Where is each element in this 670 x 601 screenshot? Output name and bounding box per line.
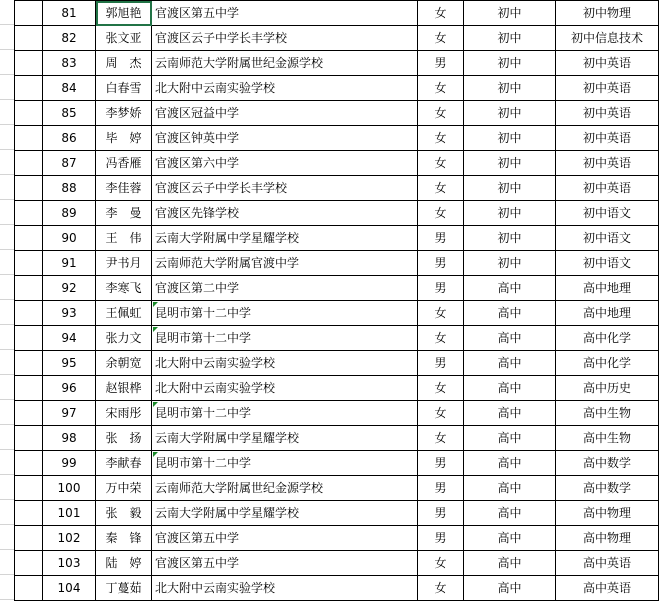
row-gap-cell[interactable] — [15, 351, 43, 376]
cell-subject[interactable]: 高中化学 — [556, 326, 659, 351]
cell-number[interactable]: 87 — [43, 151, 96, 176]
cell-name[interactable]: 张力文 — [96, 326, 152, 351]
cell-sex[interactable]: 女 — [418, 1, 464, 26]
row-header-divider — [0, 124, 14, 125]
cell-subject[interactable]: 初中信息技术 — [556, 26, 659, 51]
row-header-divider — [0, 149, 14, 150]
cell-name[interactable]: 张文亚 — [96, 26, 152, 51]
cell-level[interactable]: 高中 — [464, 476, 556, 501]
cell-sex[interactable]: 男 — [418, 451, 464, 476]
cell-sex[interactable]: 女 — [418, 101, 464, 126]
cell-subject[interactable]: 初中英语 — [556, 176, 659, 201]
row-gap-cell[interactable] — [15, 176, 43, 201]
cell-name[interactable]: 白春雪 — [96, 76, 152, 101]
row-gap-cell[interactable] — [15, 501, 43, 526]
cell-subject[interactable]: 高中物理 — [556, 526, 659, 551]
cell-name[interactable]: 李 曼 — [96, 201, 152, 226]
cell-subject[interactable]: 初中英语 — [556, 51, 659, 76]
cell-subject[interactable]: 高中地理 — [556, 301, 659, 326]
cell-number[interactable]: 85 — [43, 101, 96, 126]
cell-subject[interactable]: 初中英语 — [556, 76, 659, 101]
row-gap-cell[interactable] — [15, 201, 43, 226]
cell-name[interactable]: 李梦娇 — [96, 101, 152, 126]
cell-name[interactable]: 宋雨彤 — [96, 401, 152, 426]
cell-school[interactable]: 昆明市第十二中学 — [152, 326, 418, 351]
table-row — [15, 176, 659, 201]
cell-number[interactable]: 96 — [43, 376, 96, 401]
cell-level[interactable]: 高中 — [464, 376, 556, 401]
cell-number[interactable]: 102 — [43, 526, 96, 551]
cell-level[interactable]: 初中 — [464, 76, 556, 101]
table-row — [15, 276, 659, 301]
cell-school[interactable]: 北大附中云南实验学校 — [152, 576, 418, 601]
row-gap-cell[interactable] — [15, 401, 43, 426]
cell-school[interactable]: 云南大学附属中学星耀学校 — [152, 226, 418, 251]
table-row — [15, 126, 659, 151]
cell-sex[interactable]: 女 — [418, 201, 464, 226]
table-row — [15, 376, 659, 401]
table-row — [15, 226, 659, 251]
cell-name[interactable]: 李佳蓉 — [96, 176, 152, 201]
cell-subject[interactable]: 初中语文 — [556, 251, 659, 276]
cell-name[interactable]: 丁蔓茹 — [96, 576, 152, 601]
row-gap-cell[interactable] — [15, 151, 43, 176]
cell-number[interactable]: 82 — [43, 26, 96, 51]
row-header-divider — [0, 349, 14, 350]
cell-subject[interactable]: 初中语文 — [556, 226, 659, 251]
cell-sex[interactable]: 男 — [418, 476, 464, 501]
row-header-divider — [0, 174, 14, 175]
cell-sex[interactable]: 女 — [418, 301, 464, 326]
cell-school[interactable]: 官渡区冠益中学 — [152, 101, 418, 126]
cell-sex[interactable]: 女 — [418, 151, 464, 176]
cell-name[interactable]: 秦 锋 — [96, 526, 152, 551]
cell-level[interactable]: 高中 — [464, 501, 556, 526]
cell-level[interactable]: 初中 — [464, 26, 556, 51]
table-row — [15, 76, 659, 101]
row-header-divider — [0, 399, 14, 400]
cell-subject[interactable]: 高中地理 — [556, 276, 659, 301]
cell-sex[interactable]: 男 — [418, 51, 464, 76]
cell-name[interactable]: 毕 婷 — [96, 126, 152, 151]
cell-subject[interactable]: 高中英语 — [556, 551, 659, 576]
cell-level[interactable]: 高中 — [464, 326, 556, 351]
row-header-strip — [0, 0, 14, 598]
cell-school[interactable]: 官渡区第五中学 — [152, 526, 418, 551]
teacher-list-table — [14, 0, 659, 601]
row-header-divider — [0, 249, 14, 250]
cell-school[interactable]: 云南大学附属中学星耀学校 — [152, 501, 418, 526]
cell-number[interactable]: 101 — [43, 501, 96, 526]
table-row — [15, 1, 659, 26]
cell-subject[interactable]: 初中英语 — [556, 151, 659, 176]
row-gap-cell[interactable] — [15, 576, 43, 601]
cell-sex[interactable]: 女 — [418, 551, 464, 576]
row-header-divider — [0, 199, 14, 200]
cell-number[interactable]: 83 — [43, 51, 96, 76]
row-gap-cell[interactable] — [15, 51, 43, 76]
row-header-divider — [0, 324, 14, 325]
cell-subject[interactable]: 初中英语 — [556, 101, 659, 126]
cell-level[interactable]: 初中 — [464, 51, 556, 76]
cell-school[interactable]: 官渡区先锋学校 — [152, 201, 418, 226]
table-row — [15, 101, 659, 126]
cell-school[interactable]: 官渡区云子中学长丰学校 — [152, 176, 418, 201]
row-gap-cell[interactable] — [15, 1, 43, 26]
cell-sex[interactable]: 女 — [418, 326, 464, 351]
row-gap-cell[interactable] — [15, 126, 43, 151]
cell-subject[interactable]: 高中英语 — [556, 576, 659, 601]
table-row — [15, 401, 659, 426]
row-gap-cell[interactable] — [15, 551, 43, 576]
cell-name[interactable]: 王 伟 — [96, 226, 152, 251]
cell-subject[interactable]: 高中数学 — [556, 451, 659, 476]
cell-level[interactable]: 初中 — [464, 1, 556, 26]
cell-level[interactable]: 高中 — [464, 276, 556, 301]
cell-subject[interactable]: 初中英语 — [556, 126, 659, 151]
cell-name[interactable]: 李献春 — [96, 451, 152, 476]
cell-name[interactable]: 陆 婷 — [96, 551, 152, 576]
cell-name[interactable]: 冯香雁 — [96, 151, 152, 176]
row-gap-cell[interactable] — [15, 301, 43, 326]
cell-level[interactable]: 高中 — [464, 426, 556, 451]
cell-school[interactable]: 官渡区钟英中学 — [152, 126, 418, 151]
row-header-divider — [0, 549, 14, 550]
cell-school[interactable]: 北大附中云南实验学校 — [152, 376, 418, 401]
cell-sex[interactable]: 女 — [418, 401, 464, 426]
row-header-divider — [0, 424, 14, 425]
row-gap-cell[interactable] — [15, 376, 43, 401]
row-header-divider — [0, 224, 14, 225]
cell-level[interactable]: 初中 — [464, 176, 556, 201]
cell-school[interactable]: 北大附中云南实验学校 — [152, 76, 418, 101]
cell-level[interactable]: 高中 — [464, 576, 556, 601]
cell-school[interactable]: 官渡区第六中学 — [152, 151, 418, 176]
cell-subject[interactable]: 初中语文 — [556, 201, 659, 226]
table-row — [15, 251, 659, 276]
table-row — [15, 426, 659, 451]
row-header-divider — [0, 499, 14, 500]
row-header-divider — [0, 24, 14, 25]
cell-sex[interactable]: 女 — [418, 576, 464, 601]
cell-level[interactable]: 高中 — [464, 526, 556, 551]
cell-subject[interactable]: 初中物理 — [556, 1, 659, 26]
cell-sex[interactable]: 男 — [418, 526, 464, 551]
cell-level[interactable]: 初中 — [464, 126, 556, 151]
row-gap-cell[interactable] — [15, 526, 43, 551]
cell-sex[interactable]: 男 — [418, 226, 464, 251]
cell-name[interactable]: 尹书月 — [96, 251, 152, 276]
table-row — [15, 151, 659, 176]
table-row — [15, 551, 659, 576]
table-row — [15, 326, 659, 351]
table-row — [15, 301, 659, 326]
cell-number[interactable]: 86 — [43, 126, 96, 151]
cell-name[interactable]: 王佩虹 — [96, 301, 152, 326]
cell-number[interactable]: 91 — [43, 251, 96, 276]
row-gap-cell[interactable] — [15, 76, 43, 101]
row-header-divider — [0, 74, 14, 75]
row-gap-cell[interactable] — [15, 226, 43, 251]
row-header-divider — [0, 599, 14, 600]
table-row — [15, 51, 659, 76]
cell-subject[interactable]: 高中物理 — [556, 501, 659, 526]
row-header-divider — [0, 374, 14, 375]
cell-subject[interactable]: 高中历史 — [556, 376, 659, 401]
cell-level[interactable]: 高中 — [464, 351, 556, 376]
table-row — [15, 576, 659, 601]
row-gap-cell[interactable] — [15, 426, 43, 451]
table-row — [15, 26, 659, 51]
cell-school[interactable]: 云南师范大学附属世纪金源学校 — [152, 476, 418, 501]
cell-sex[interactable]: 女 — [418, 426, 464, 451]
cell-number[interactable]: 95 — [43, 351, 96, 376]
cell-number[interactable]: 103 — [43, 551, 96, 576]
cell-name[interactable]: 万中荣 — [96, 476, 152, 501]
row-header-divider — [0, 449, 14, 450]
row-header-divider — [0, 49, 14, 50]
cell-name[interactable]: 张 扬 — [96, 426, 152, 451]
cell-sex[interactable]: 男 — [418, 351, 464, 376]
cell-level[interactable]: 高中 — [464, 451, 556, 476]
row-gap-cell[interactable] — [15, 26, 43, 51]
cell-school[interactable]: 北大附中云南实验学校 — [152, 351, 418, 376]
cell-name[interactable]: 郭旭艳 — [96, 1, 152, 26]
cell-number[interactable]: 99 — [43, 451, 96, 476]
cell-subject[interactable]: 高中生物 — [556, 426, 659, 451]
cell-school[interactable]: 官渡区第五中学 — [152, 1, 418, 26]
cell-level[interactable]: 初中 — [464, 151, 556, 176]
row-gap-cell[interactable] — [15, 251, 43, 276]
cell-number[interactable]: 98 — [43, 426, 96, 451]
row-header-divider — [0, 474, 14, 475]
cell-number[interactable]: 90 — [43, 226, 96, 251]
cell-sex[interactable]: 女 — [418, 76, 464, 101]
cell-number[interactable]: 93 — [43, 301, 96, 326]
cell-number[interactable]: 104 — [43, 576, 96, 601]
cell-sex[interactable]: 男 — [418, 501, 464, 526]
cell-level[interactable]: 高中 — [464, 551, 556, 576]
cell-number[interactable]: 88 — [43, 176, 96, 201]
cell-level[interactable]: 高中 — [464, 301, 556, 326]
cell-school[interactable]: 官渡区第五中学 — [152, 551, 418, 576]
cell-level[interactable]: 初中 — [464, 226, 556, 251]
cell-name[interactable]: 赵银桦 — [96, 376, 152, 401]
row-header-divider — [0, 524, 14, 525]
cell-school[interactable]: 云南大学附属中学星耀学校 — [152, 426, 418, 451]
table-row — [15, 351, 659, 376]
table-row — [15, 201, 659, 226]
cell-level[interactable]: 初中 — [464, 101, 556, 126]
cell-school[interactable]: 昆明市第十二中学 — [152, 301, 418, 326]
cell-name[interactable]: 周 杰 — [96, 51, 152, 76]
cell-number[interactable]: 94 — [43, 326, 96, 351]
table-row — [15, 526, 659, 551]
cell-number[interactable]: 100 — [43, 476, 96, 501]
cell-name[interactable]: 余朝宽 — [96, 351, 152, 376]
table-row — [15, 501, 659, 526]
cell-level[interactable]: 初中 — [464, 201, 556, 226]
row-header-divider — [0, 99, 14, 100]
cell-sex[interactable]: 男 — [418, 276, 464, 301]
cell-subject[interactable]: 高中数学 — [556, 476, 659, 501]
cell-sex[interactable]: 男 — [418, 251, 464, 276]
cell-school[interactable]: 云南师范大学附属世纪金源学校 — [152, 51, 418, 76]
cell-school[interactable]: 云南师范大学附属官渡中学 — [152, 251, 418, 276]
cell-school[interactable]: 官渡区第二中学 — [152, 276, 418, 301]
cell-level[interactable]: 高中 — [464, 401, 556, 426]
table-row — [15, 476, 659, 501]
cell-number[interactable]: 92 — [43, 276, 96, 301]
row-header-divider — [0, 574, 14, 575]
cell-subject[interactable]: 高中化学 — [556, 351, 659, 376]
cell-number[interactable]: 89 — [43, 201, 96, 226]
row-header-divider — [0, 299, 14, 300]
row-header-divider — [0, 274, 14, 275]
cell-number[interactable]: 84 — [43, 76, 96, 101]
cell-level[interactable]: 初中 — [464, 251, 556, 276]
cell-name[interactable]: 李寒飞 — [96, 276, 152, 301]
cell-school[interactable]: 昆明市第十二中学 — [152, 401, 418, 426]
row-gap-cell[interactable] — [15, 276, 43, 301]
row-gap-cell[interactable] — [15, 451, 43, 476]
cell-sex[interactable]: 女 — [418, 26, 464, 51]
cell-school[interactable]: 官渡区云子中学长丰学校 — [152, 26, 418, 51]
cell-subject[interactable]: 高中生物 — [556, 401, 659, 426]
cell-name[interactable]: 张 毅 — [96, 501, 152, 526]
table-row — [15, 451, 659, 476]
cell-number[interactable]: 81 — [43, 1, 96, 26]
cell-number[interactable]: 97 — [43, 401, 96, 426]
cell-sex[interactable]: 女 — [418, 126, 464, 151]
row-gap-cell[interactable] — [15, 101, 43, 126]
row-gap-cell[interactable] — [15, 326, 43, 351]
cell-sex[interactable]: 女 — [418, 376, 464, 401]
row-gap-cell[interactable] — [15, 476, 43, 501]
cell-school[interactable]: 昆明市第十二中学 — [152, 451, 418, 476]
cell-sex[interactable]: 女 — [418, 176, 464, 201]
